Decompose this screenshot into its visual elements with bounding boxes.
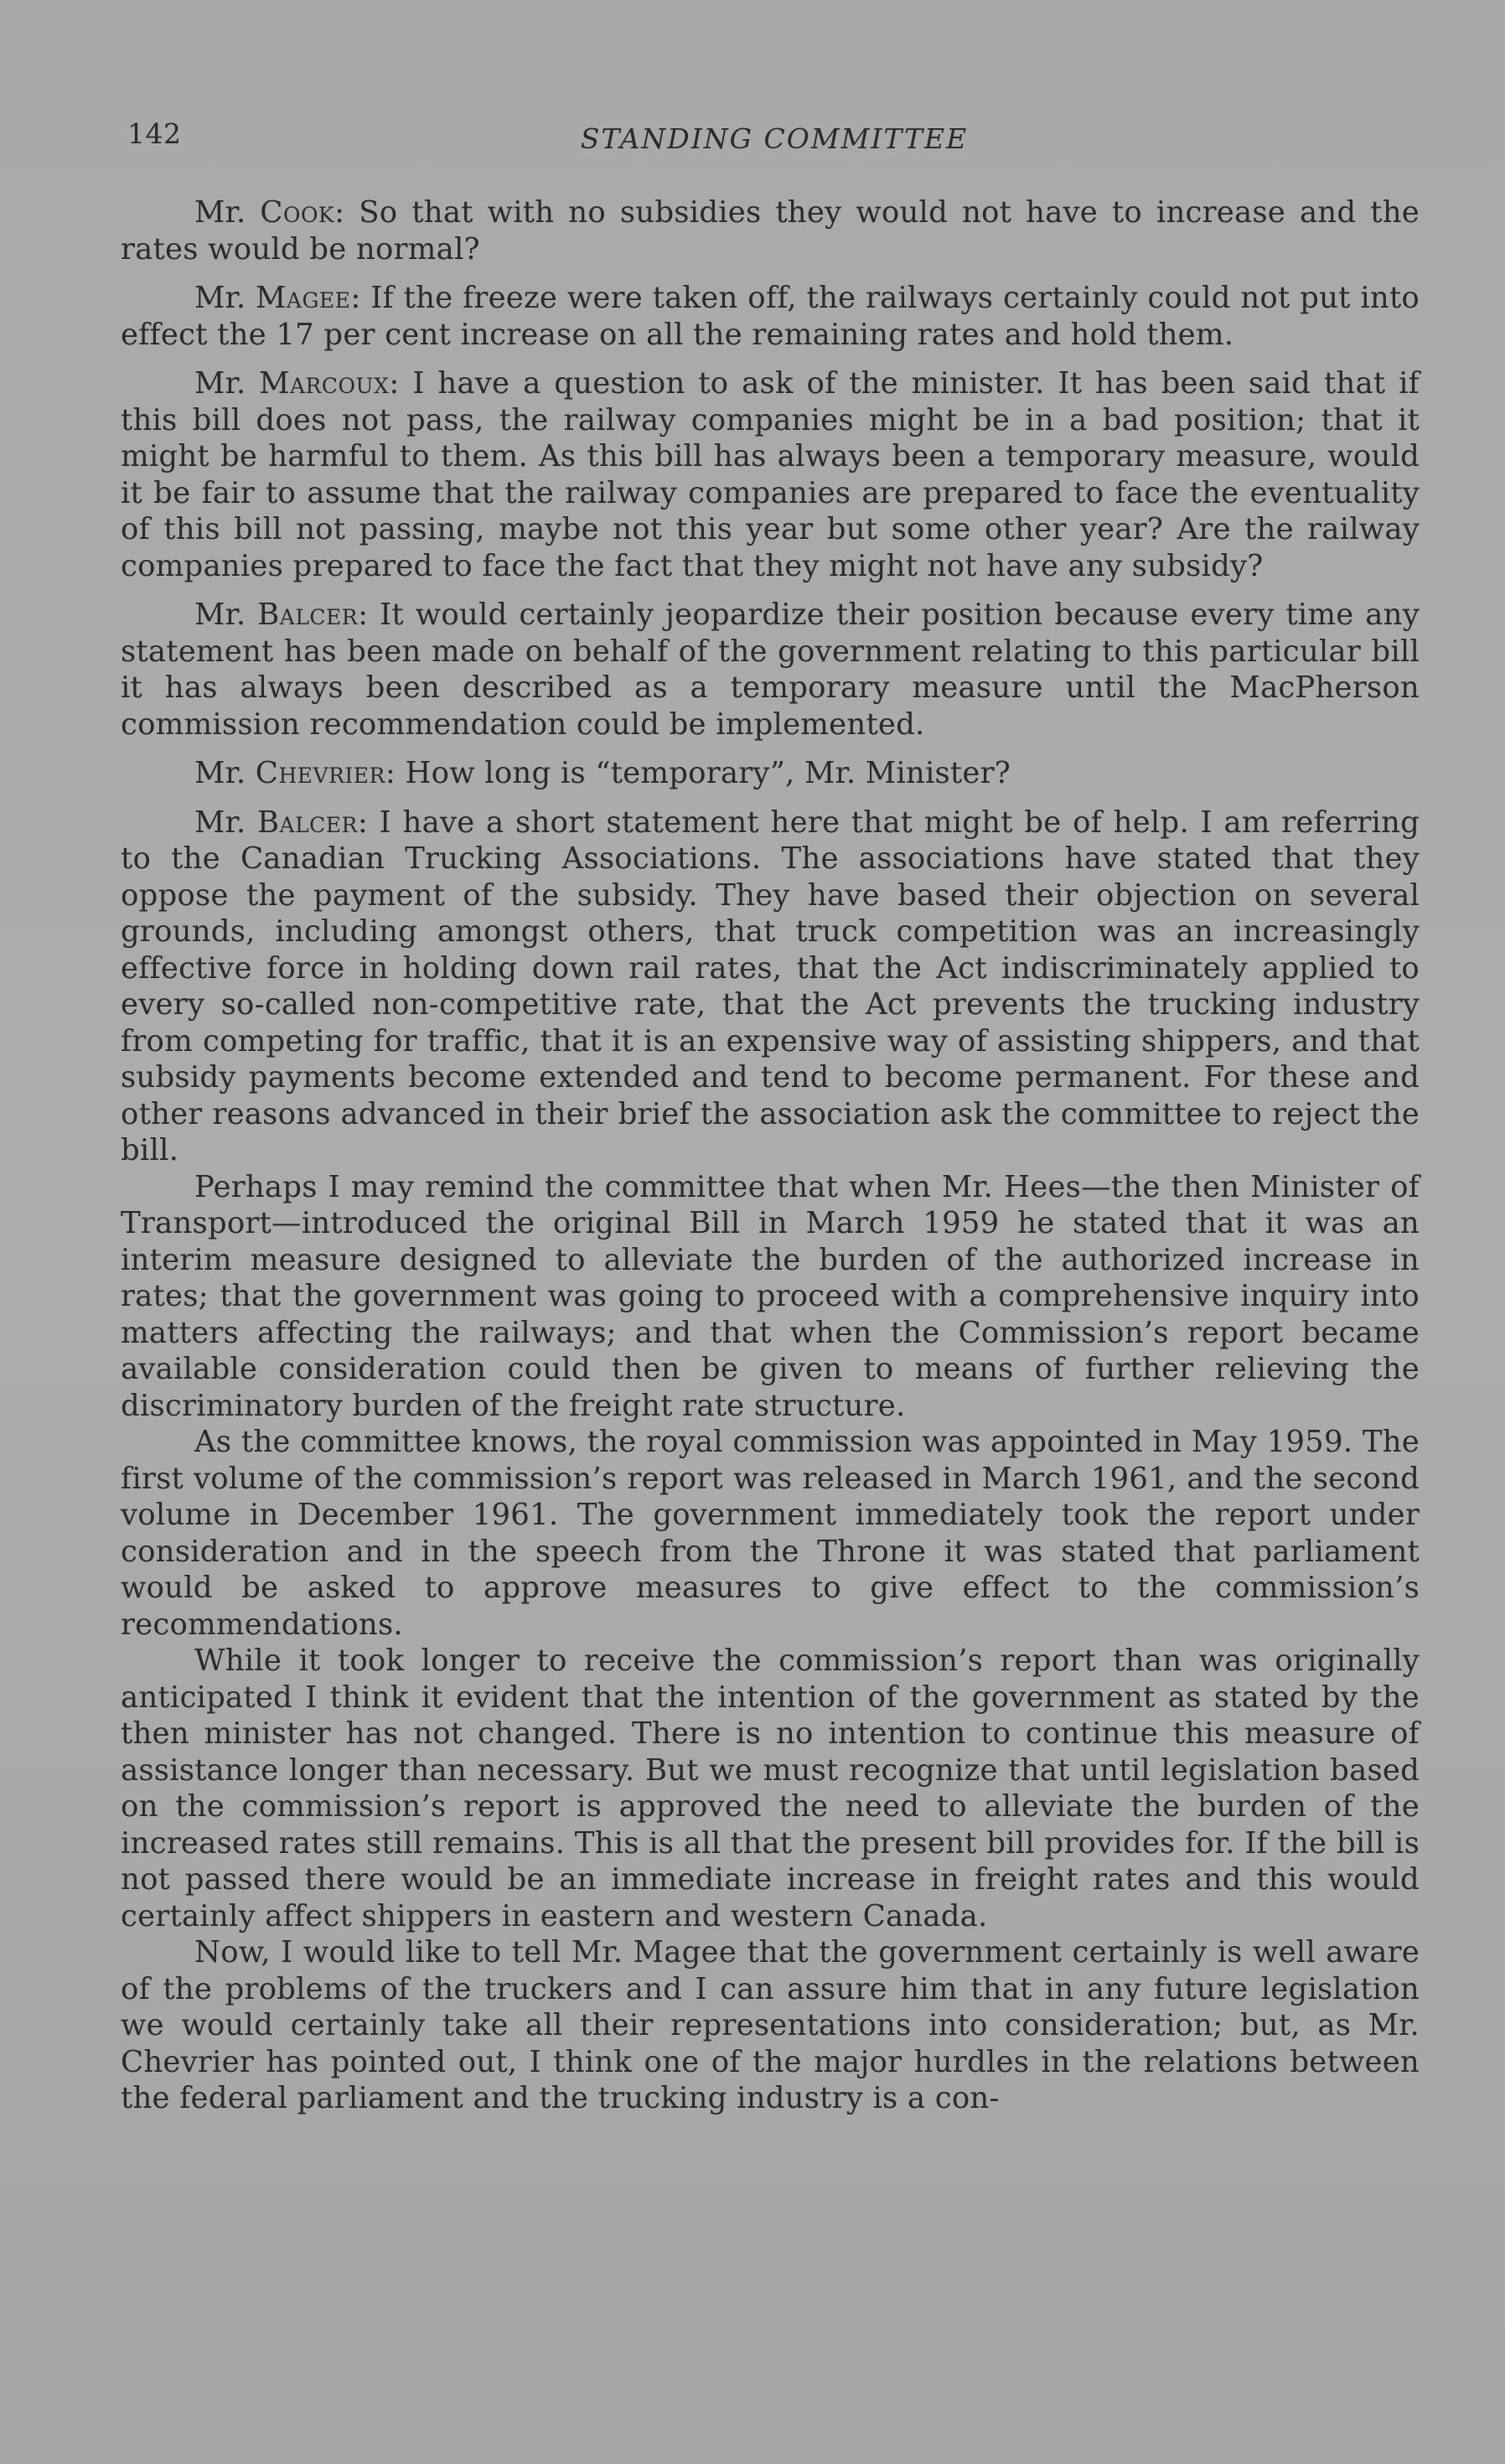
paragraph (121, 280, 1420, 353)
paragraph (121, 1169, 1420, 1425)
paragraph (121, 597, 1420, 743)
speaker-prefix: Mr. (194, 598, 258, 632)
paragraph (121, 1424, 1420, 1643)
speaker-prefix: Mr. (194, 756, 256, 790)
paragraph-text: : So that with no subsidies they would not have to increase and the rates would be normal? (121, 195, 1420, 267)
speaker-name: Marcoux (259, 366, 390, 401)
paragraph-text: : If the freeze were taken off, the railways certainly could not put into effect the 17 per cent increase on all the remaining rates and hold them. (121, 281, 1420, 352)
paragraph-text: While it took longer to receive the commission’s report than was originally anticipated I think it evident that the intention of the government as stated by the then minister has not changed. There is no intention to continue this measure of assistance longer than necessary. But we must recognize that until legislation based on the commission’s report is approved the need to alleviate the burden of the increased rates still remains. This is all that the present bill provides for. If the bill is not passed there would be an immediate increase in freight rates and this would certainly affect shippers in eastern and western Canada. (121, 1644, 1420, 1933)
speaker-name: Chevrier (255, 756, 385, 790)
speaker-name: Balcer (256, 805, 358, 840)
paragraph (121, 805, 1420, 1169)
paragraph-text: : It would certainly jeopardize their position because every time any statement has been made on behalf of the government relating to this particular bill it has always been described as a temporary measure until the MacPherson commission recommendation could be implemented. (121, 598, 1420, 742)
speaker-prefix: Mr. (194, 281, 256, 315)
page-number: 142 (127, 117, 182, 150)
speaker-prefix: Mr. (194, 805, 257, 840)
paragraph (121, 755, 1420, 792)
speaker-prefix: Mr. (194, 366, 260, 401)
body-text (121, 194, 1420, 2117)
page-header (127, 117, 1421, 168)
paragraph (121, 194, 1420, 267)
speaker-name: Cook (260, 195, 335, 230)
paragraph-text: : I have a short statement here that might be of help. I am referring to the Canadian Trucking Associations. The associations have stated that they oppose the payment of the subsidy. They have based their objection on several grounds, including amongst others, that truck competition was an increasingly effective force in holding down rail rates, that the Act indiscriminately applied to every so-called non-competitive rate, that the Act prevents the trucking industry from competing for traffic, that it is an expensive way of assisting shippers, and that subsidy payments become extended and tend to become permanent. For these and other reasons advanced in their brief the association ask the committee to reject the bill. (121, 805, 1420, 1167)
speaker-name: Balcer (257, 598, 359, 632)
speaker-prefix: Mr. (194, 195, 261, 230)
paragraph-text: : I have a question to ask of the minister. It has been said that if this bill does not pass, the railway companies might be in a bad position; that it might be harmful to them. As this bill has always been a temporary measure, would it be fair to assume that the railway companies are prepared to face the eventuality of this bill not passing, maybe not this year but some other year? Are the railway companies prepared to face the fact that they might not have any subsidy? (121, 366, 1420, 583)
paragraph-text: As the committee knows, the royal commission was appointed in May 1959. The first volume of the commission’s report was released in March 1961, and the second volume in December 1961. The government immediately took the report under consideration and in the speech from the Throne it was stated that parliament would be asked to approve measures to give effect to the commission’s recommendations. (121, 1425, 1420, 1642)
paragraph-text: Now, I would like to tell Mr. Magee that the government certainly is well aware of the problems of the truckers and I can assure him that in any future legislation we would certainly take all their representations into consideration; but, as Mr. Chevrier has pointed out, I think one of the major hurdles in the relations between the federal parliament and the trucking industry is a con- (121, 1935, 1420, 2115)
paragraph-text: Perhaps I may remind the committee that when Mr. Hees—the then Minister of Transport—introduced the original Bill in March 1959 he stated that it was an interim measure designed to alleviate the burden of the authorized increase in rates; that the government was going to proceed with a comprehensive inquiry into matters affecting the railways; and that when the Commission’s report became available consideration could then be given to means of further relieving the discriminatory burden of the freight rate structure. (121, 1169, 1420, 1423)
paragraph (121, 365, 1420, 584)
speaker-name: Magee (256, 281, 351, 315)
paragraph-text: : How long is “temporary”, Mr. Minister? (385, 756, 1011, 790)
running-head: STANDING COMMITTEE (580, 122, 969, 155)
paragraph (121, 1643, 1420, 1934)
paragraph (121, 1934, 1420, 2117)
